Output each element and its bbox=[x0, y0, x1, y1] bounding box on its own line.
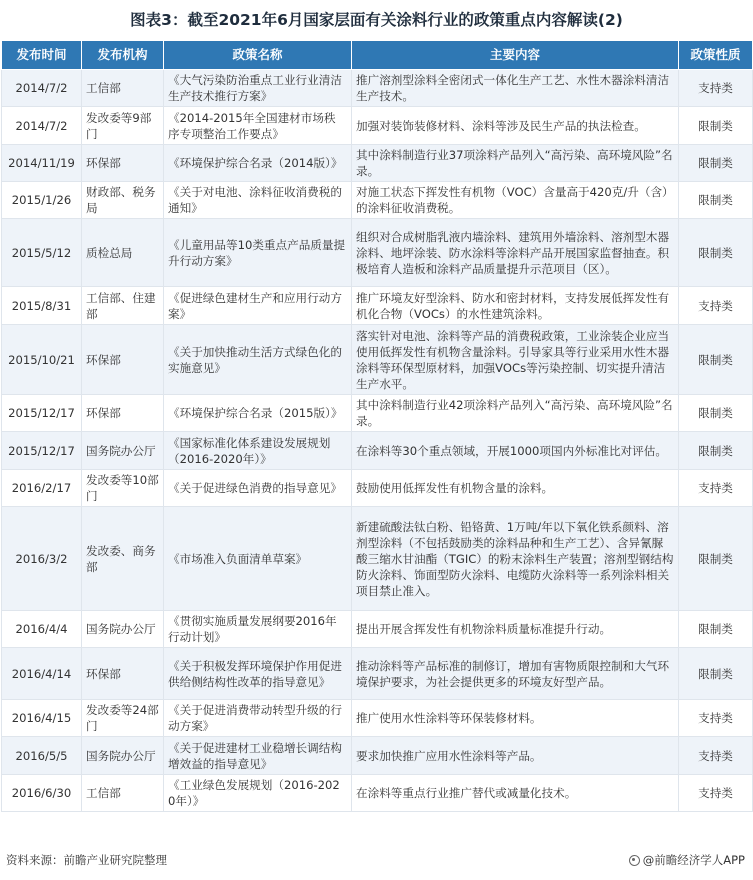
cell-org: 环保部 bbox=[82, 325, 164, 395]
table-row bbox=[2, 145, 753, 182]
cell-content: 组织对合成树脂乳液内墙涂料、建筑用外墙涂料、溶剂型木器涂料、地坪涂装、防水涂料等涂料产品开展国家监督抽查。积极培育人造板和涂料产品质量提升示范项目（区）。 bbox=[352, 219, 679, 287]
cell-policy-type: 支持类 bbox=[679, 700, 753, 737]
cell-date: 2015/10/21 bbox=[2, 325, 82, 395]
cell-org: 财政部、税务局 bbox=[82, 182, 164, 219]
cell-org: 国务院办公厅 bbox=[82, 737, 164, 775]
header-date: 发布时间 bbox=[2, 41, 82, 70]
cell-policy-type: 限制类 bbox=[679, 182, 753, 219]
cell-date: 2015/12/17 bbox=[2, 432, 82, 470]
cell-policy-type: 限制类 bbox=[679, 611, 753, 648]
cell-org: 发改委等10部门 bbox=[82, 470, 164, 507]
cell-policy-name: 《关于积极发挥环境保护作用促进供给侧结构性改革的指导意见》 bbox=[164, 648, 352, 700]
cell-policy-type: 限制类 bbox=[679, 432, 753, 470]
cell-policy-type: 限制类 bbox=[679, 145, 753, 182]
header-content: 主要内容 bbox=[352, 41, 679, 70]
cell-content: 推动涂料等产品标准的制修订，增加有害物质限控制和大气环境保护要求，为社会提供更多的环境友好型产品。 bbox=[352, 648, 679, 700]
table-header-row bbox=[2, 41, 753, 70]
cell-policy-name: 《国家标准化体系建设发展规划（2016-2020年）》 bbox=[164, 432, 352, 470]
cell-content: 加强对装饰装修材料、涂料等涉及民生产品的执法检查。 bbox=[352, 107, 679, 145]
cell-date: 2015/12/17 bbox=[2, 395, 82, 432]
cell-policy-name: 《大气污染防治重点工业行业清洁生产技术推行方案》 bbox=[164, 70, 352, 107]
cell-org: 国务院办公厅 bbox=[82, 611, 164, 648]
cell-policy-name: 《促进绿色建材生产和应用行动方案》 bbox=[164, 287, 352, 325]
table-row bbox=[2, 432, 753, 470]
wechat-icon bbox=[629, 855, 640, 866]
cell-content: 其中涂料制造行业42项涂料产品列入“高污染、高环境风险”名录。 bbox=[352, 395, 679, 432]
cell-policy-name: 《关于促进建材工业稳增长调结构增效益的指导意见》 bbox=[164, 737, 352, 775]
cell-org: 工信部 bbox=[82, 70, 164, 107]
policy-table bbox=[1, 40, 753, 812]
cell-policy-type: 支持类 bbox=[679, 287, 753, 325]
cell-date: 2015/5/12 bbox=[2, 219, 82, 287]
cell-content: 提出开展含挥发性有机物涂料质量标准提升行动。 bbox=[352, 611, 679, 648]
cell-date: 2016/3/2 bbox=[2, 507, 82, 611]
table-row bbox=[2, 395, 753, 432]
cell-date: 2016/2/17 bbox=[2, 470, 82, 507]
table-row bbox=[2, 737, 753, 775]
cell-content: 鼓励使用低挥发性有机物含量的涂料。 bbox=[352, 470, 679, 507]
cell-date: 2016/4/4 bbox=[2, 611, 82, 648]
cell-policy-type: 限制类 bbox=[679, 325, 753, 395]
table-row bbox=[2, 470, 753, 507]
header-org: 发布机构 bbox=[82, 41, 164, 70]
table-row bbox=[2, 287, 753, 325]
cell-policy-name: 《环境保护综合名录（2014版）》 bbox=[164, 145, 352, 182]
cell-policy-name: 《关于对电池、涂料征收消费税的通知》 bbox=[164, 182, 352, 219]
cell-policy-type: 支持类 bbox=[679, 737, 753, 775]
cell-org: 工信部 bbox=[82, 775, 164, 812]
table-row bbox=[2, 70, 753, 107]
cell-policy-name: 《2014-2015年全国建材市场秩序专项整治工作要点》 bbox=[164, 107, 352, 145]
cell-org: 质检总局 bbox=[82, 219, 164, 287]
cell-date: 2016/4/15 bbox=[2, 700, 82, 737]
header-type: 政策性质 bbox=[679, 41, 753, 70]
cell-policy-type: 限制类 bbox=[679, 107, 753, 145]
cell-policy-name: 《市场准入负面清单草案》 bbox=[164, 507, 352, 611]
footer bbox=[0, 848, 753, 872]
cell-org: 环保部 bbox=[82, 648, 164, 700]
cell-content: 落实针对电池、涂料等产品的消费税政策，工业涂装企业应当使用低挥发性有机物含量涂料。引导家具等行业采用水性木器涂料等环保型原材料，加强VOCs等污染控制、切实提升清洁生产水平。 bbox=[352, 325, 679, 395]
cell-date: 2015/8/31 bbox=[2, 287, 82, 325]
cell-content: 在涂料等30个重点领域，开展1000项国内外标准比对评估。 bbox=[352, 432, 679, 470]
cell-date: 2015/1/26 bbox=[2, 182, 82, 219]
cell-org: 发改委、商务部 bbox=[82, 507, 164, 611]
cell-date: 2016/5/5 bbox=[2, 737, 82, 775]
table-row bbox=[2, 507, 753, 611]
cell-content: 其中涂料制造行业37项涂料产品列入“高污染、高环境风险”名录。 bbox=[352, 145, 679, 182]
table-row bbox=[2, 648, 753, 700]
cell-policy-name: 《儿童用品等10类重点产品质量提升行动方案》 bbox=[164, 219, 352, 287]
cell-content: 在涂料等重点行业推广替代或减量化技术。 bbox=[352, 775, 679, 812]
cell-date: 2014/11/19 bbox=[2, 145, 82, 182]
cell-content: 对施工状态下挥发性有机物（VOC）含量高于420克/升（含）的涂料征收消费税。 bbox=[352, 182, 679, 219]
cell-policy-type: 支持类 bbox=[679, 775, 753, 812]
cell-date: 2016/6/30 bbox=[2, 775, 82, 812]
table-row bbox=[2, 219, 753, 287]
cell-policy-type: 支持类 bbox=[679, 470, 753, 507]
cell-policy-type: 限制类 bbox=[679, 219, 753, 287]
cell-date: 2016/4/14 bbox=[2, 648, 82, 700]
table-row bbox=[2, 107, 753, 145]
cell-policy-type: 支持类 bbox=[679, 70, 753, 107]
cell-policy-name: 《关于促进绿色消费的指导意见》 bbox=[164, 470, 352, 507]
table-row bbox=[2, 182, 753, 219]
cell-policy-type: 限制类 bbox=[679, 507, 753, 611]
source-note: 资料来源：前瞻产业研究院整理 bbox=[6, 853, 167, 867]
table-row bbox=[2, 775, 753, 812]
cell-policy-name: 《关于促进消费带动转型升级的行动方案》 bbox=[164, 700, 352, 737]
cell-org: 环保部 bbox=[82, 145, 164, 182]
page-title: 图表3：截至2021年6月国家层面有关涂料行业的政策重点内容解读(2) bbox=[130, 11, 623, 29]
cell-content: 推广溶剂型涂料全密闭式一体化生产工艺、水性木器涂料清洁生产技术。 bbox=[352, 70, 679, 107]
cell-policy-name: 《工业绿色发展规划（2016-2020年）》 bbox=[164, 775, 352, 812]
brand-text: @前瞻经济学人APP bbox=[642, 853, 745, 867]
cell-date: 2014/7/2 bbox=[2, 107, 82, 145]
table-row bbox=[2, 611, 753, 648]
header-name: 政策名称 bbox=[164, 41, 352, 70]
cell-date: 2014/7/2 bbox=[2, 70, 82, 107]
cell-content: 推广使用水性涂料等环保装修材料。 bbox=[352, 700, 679, 737]
cell-org: 国务院办公厅 bbox=[82, 432, 164, 470]
brand-credit bbox=[629, 852, 745, 868]
table-row bbox=[2, 700, 753, 737]
cell-org: 环保部 bbox=[82, 395, 164, 432]
cell-policy-name: 《贯彻实施质量发展纲要2016年行动计划》 bbox=[164, 611, 352, 648]
cell-policy-name: 《环境保护综合名录（2015版）》 bbox=[164, 395, 352, 432]
cell-content: 推广环境友好型涂料、防水和密封材料，支持发展低挥发性有机化合物（VOCs）的水性建筑涂料。 bbox=[352, 287, 679, 325]
cell-policy-type: 限制类 bbox=[679, 648, 753, 700]
cell-org: 发改委等9部门 bbox=[82, 107, 164, 145]
cell-content: 要求加快推广应用水性涂料等产品。 bbox=[352, 737, 679, 775]
table-row bbox=[2, 325, 753, 395]
cell-org: 工信部、住建部 bbox=[82, 287, 164, 325]
cell-policy-name: 《关于加快推动生活方式绿色化的实施意见》 bbox=[164, 325, 352, 395]
cell-org: 发改委等24部门 bbox=[82, 700, 164, 737]
cell-policy-type: 限制类 bbox=[679, 395, 753, 432]
cell-content: 新建硫酸法钛白粉、铅铬黄、1万吨/年以下氧化铁系颜料、溶剂型涂料（不包括鼓励类的涂料品种和生产工艺）、含异氰脲酸三缩水甘油酯（TGIC）的粉末涂料生产装置；溶剂型钢结构防火涂料、饰面型防火涂料、电缆防火涂料等一系列涂料相关项目禁止准入。 bbox=[352, 507, 679, 611]
